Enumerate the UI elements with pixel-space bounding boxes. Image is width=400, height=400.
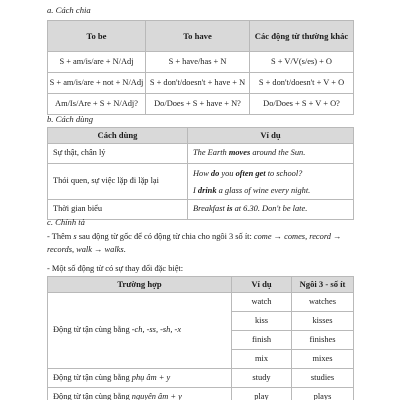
header-other-verbs: Các động từ thường khác <box>250 21 354 52</box>
table-cell: finishes <box>292 331 354 350</box>
table-cell: mixes <box>292 350 354 369</box>
usage-cell: Sự thật, chân lý <box>48 144 188 164</box>
header-usage: Cách dùng <box>48 128 188 144</box>
case-cell: Động từ tận cùng bằng nguyên âm + y <box>48 388 232 400</box>
usage-table <box>47 127 354 220</box>
table-cell: Do/Does + S + V + O? <box>250 94 354 115</box>
table-cell: Am/Is/Are + S + N/Adj? <box>48 94 146 115</box>
table-cell: mix <box>232 350 292 369</box>
table-cell: finish <box>232 331 292 350</box>
table-cell: S + V/V(s/es) + O <box>250 52 354 73</box>
example-cell: How do you often get to school? I drink a glass of wine every night. <box>188 164 354 200</box>
table-cell: studies <box>292 369 354 388</box>
header-example: Ví dụ <box>232 277 292 293</box>
table-cell: S + am/is/are + not + N/Adj <box>48 73 146 94</box>
header-third-person: Ngôi 3 - số ít <box>292 277 354 293</box>
table-cell: watches <box>292 293 354 312</box>
usage-cell: Thời gian biểu <box>48 200 188 220</box>
table-cell: S + am/is/are + N/Adj <box>48 52 146 73</box>
conjugation-table <box>47 20 354 115</box>
table-cell: S + don't/doesn't + have + N <box>146 73 250 94</box>
header-example: Ví dụ <box>188 128 354 144</box>
header-to-be: To be <box>48 21 146 52</box>
table-cell: watch <box>232 293 292 312</box>
spelling-table <box>47 276 354 400</box>
table-cell: Do/Does + S + have + N? <box>146 94 250 115</box>
section-a-heading: a. Cách chia <box>47 5 91 15</box>
case-cell: Động từ tận cùng bằng -ch, -ss, -sh, -x <box>48 293 232 369</box>
table-cell: S + don't/doesn't + V + O <box>250 73 354 94</box>
section-c-heading: c. Chính tả <box>47 217 85 227</box>
case-cell: Động từ tận cùng bằng phụ âm + y <box>48 369 232 388</box>
example-cell: Breakfast is at 6.30. Don't be late. <box>188 200 354 220</box>
table-cell: S + have/has + N <box>146 52 250 73</box>
spelling-rule-text: - Thêm s sau động từ gốc để có động từ chia cho ngôi 3 số ít: come → comes, record → records, walk → walks. <box>47 232 342 254</box>
header-case: Trường hợp <box>48 277 232 293</box>
special-change-text: - Một số động từ có sự thay đổi đặc biệt: <box>47 264 184 273</box>
table-cell: kiss <box>232 312 292 331</box>
section-b-heading: b. Cách dùng <box>47 114 94 124</box>
table-cell: play <box>232 388 292 400</box>
table-cell: study <box>232 369 292 388</box>
example-cell: The Earth moves around the Sun. <box>188 144 354 164</box>
table-cell: kisses <box>292 312 354 331</box>
table-cell: plays <box>292 388 354 400</box>
usage-cell: Thói quen, sự việc lặp đi lặp lại <box>48 164 188 200</box>
header-to-have: To have <box>146 21 250 52</box>
